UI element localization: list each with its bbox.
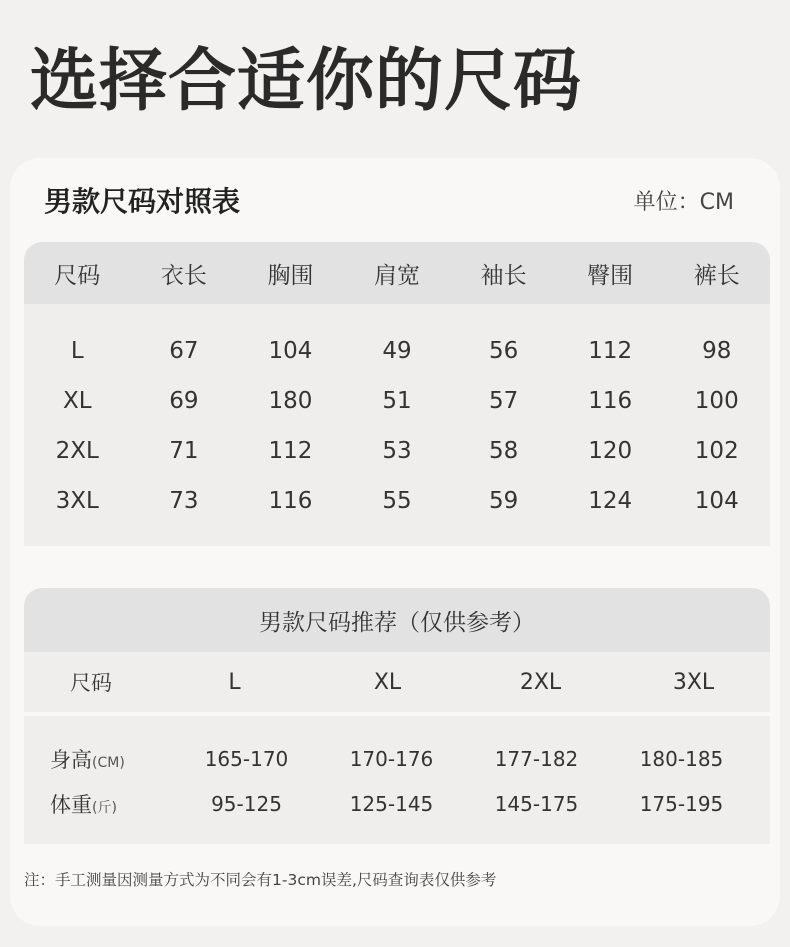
size-guide-card [10, 158, 780, 926]
table-cell: 58 [488, 438, 519, 464]
column-header: 衣长 [160, 262, 207, 289]
table-cell: 170-176 [349, 746, 434, 771]
table-cell: 104 [694, 488, 739, 514]
row-unit: (斤) [92, 799, 117, 816]
card-header [44, 182, 734, 222]
size-header: XL [373, 669, 402, 695]
table-row [24, 376, 770, 426]
table-cell: 69 [169, 388, 199, 414]
table-cell: 112 [268, 438, 313, 464]
table-cell: 3XL [55, 488, 99, 514]
column-header: 裤长 [693, 262, 740, 289]
table-cell: 177-182 [494, 746, 579, 771]
column-header: 胸围 [267, 262, 314, 289]
row-label-text: 身高 [50, 747, 92, 772]
table-cell: 112 [588, 338, 633, 364]
table-cell: 102 [694, 438, 739, 464]
table-cell: 125-145 [349, 791, 434, 816]
table-row [24, 426, 770, 476]
table-cell: 145-175 [494, 791, 579, 816]
height-label [24, 744, 174, 774]
table-cell: 124 [588, 488, 633, 514]
size-chart-header-row [24, 242, 770, 304]
table-cell: 180-185 [639, 746, 724, 771]
table-row [24, 781, 770, 826]
size-chart-body [24, 304, 770, 526]
table-cell: 98 [702, 338, 732, 364]
table-cell: 56 [488, 338, 519, 364]
table-row [24, 476, 770, 526]
table-cell: 100 [694, 388, 739, 414]
table-cell: 180 [268, 388, 313, 414]
table-cell: 53 [382, 438, 412, 464]
table-cell: 95-125 [211, 791, 282, 816]
row-label-text: 体重 [50, 792, 92, 817]
row-unit: (CM) [92, 754, 125, 771]
size-label: 尺码 [70, 671, 112, 695]
table-cell: 55 [382, 488, 412, 514]
table-cell: 104 [268, 338, 313, 364]
table-cell: XL [63, 388, 92, 414]
unit-label: 单位：CM [633, 190, 734, 215]
size-header: 3XL [672, 669, 715, 695]
table-cell: 71 [169, 438, 199, 464]
table-cell: 120 [588, 438, 633, 464]
table-cell: 175-195 [639, 791, 724, 816]
table-row [24, 326, 770, 376]
table-cell: L [70, 338, 84, 364]
recommend-title: 男款尺码推荐（仅供参考） [24, 588, 770, 652]
column-header: 肩宽 [374, 262, 421, 289]
column-header: 臀围 [587, 262, 634, 289]
page-title: 选择合适你的尺码 [30, 42, 583, 121]
column-header: 尺码 [54, 262, 101, 289]
table-cell: 59 [488, 488, 519, 514]
table-cell: 67 [169, 338, 199, 364]
recommend-size-row [24, 652, 770, 716]
table-cell: 49 [382, 338, 412, 364]
recommend-body [24, 716, 770, 826]
size-header: 2XL [519, 669, 562, 695]
table-cell: 51 [382, 388, 412, 414]
size-chart-table [24, 242, 770, 546]
table-cell: 2XL [55, 438, 99, 464]
weight-label [24, 789, 174, 819]
table-cell: 116 [268, 488, 313, 514]
table-cell: 73 [169, 488, 199, 514]
table-row [24, 736, 770, 781]
table-cell: 57 [488, 388, 519, 414]
table-cell: 116 [588, 388, 633, 414]
table-cell: 165-170 [204, 746, 289, 771]
size-chart-title: 男款尺码对照表 [44, 185, 241, 218]
column-header: 袖长 [480, 262, 527, 289]
size-header: L [228, 669, 241, 695]
measurement-note: 注：手工测量因测量方式为不同会有1-3cm误差,尺码查询表仅供参考 [24, 871, 497, 889]
size-recommend-table [24, 588, 770, 844]
